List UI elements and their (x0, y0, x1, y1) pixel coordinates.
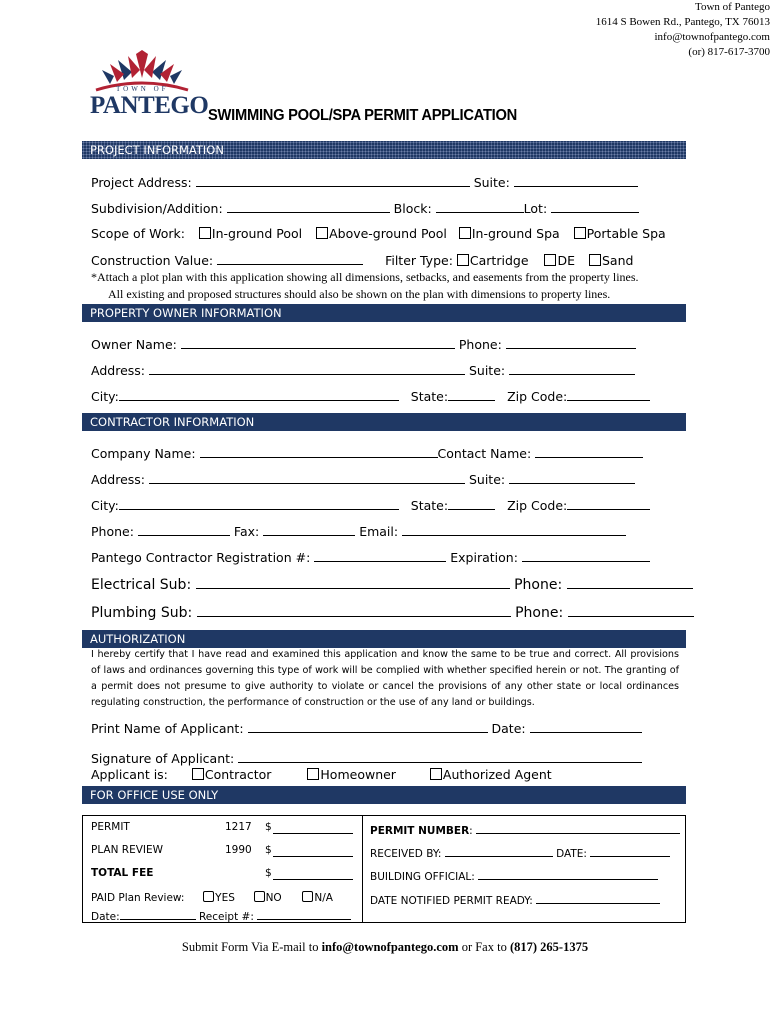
print-name-label: Print Name of Applicant: (91, 721, 244, 736)
owner-city-field[interactable] (119, 388, 399, 401)
contractor-state-label: State: (410, 498, 449, 513)
scope-label: Scope of Work: (91, 226, 185, 241)
checkbox-cartridge[interactable] (457, 254, 469, 266)
checkbox-above-ground-pool[interactable] (316, 227, 328, 239)
building-official-label: BUILDING OFFICIAL: (370, 871, 475, 883)
building-official-field[interactable] (478, 867, 658, 880)
certification-text: I hereby certify that I have read and examined this application and know the same to be true and correct. All provisions of laws and ordinances governing this type of work will be complied with whether specified herein or not. The granting of a permit does not presume to give authority to violate or cancel the provisions of any other state or local ordinances regulating construction, the performance of construction or the use of any land or buildings. (91, 649, 679, 708)
owner-name-row (91, 336, 636, 352)
office-date-label: Date: (91, 911, 120, 923)
section-contractor: CONTRACTOR INFORMATION (82, 413, 686, 431)
contractor-city-field[interactable] (119, 497, 399, 510)
owner-address-field[interactable] (149, 362, 465, 375)
section-office-use: FOR OFFICE USE ONLY (82, 786, 686, 804)
dollar-sign: $ (265, 867, 272, 879)
plan-review-fee-field[interactable] (273, 844, 353, 857)
address-line: (or) 817-617-3700 (688, 46, 770, 58)
receipt-label: Receipt #: (198, 911, 254, 923)
option-label: Authorized Agent (442, 767, 552, 782)
section-project-information: PROJECT INFORMATION (82, 141, 686, 159)
owner-state-field[interactable] (448, 388, 495, 401)
checkbox-in-ground-pool[interactable] (199, 227, 211, 239)
plumbing-phone-label: Phone: (515, 605, 564, 621)
electrical-sub-row (91, 576, 693, 593)
address-line: 1614 S Bowen Rd., Pantego, TX 76013 (595, 16, 770, 28)
section-property-owner: PROPERTY OWNER INFORMATION (82, 304, 686, 322)
contractor-address-row (91, 471, 635, 487)
plot-plan-note-line-2: All existing and proposed structures should also be shown on the plan with dimensions to property lines. (108, 287, 611, 301)
checkbox-portable-spa[interactable] (574, 227, 586, 239)
checkbox-de[interactable] (544, 254, 556, 266)
plumbing-sub-field[interactable] (197, 604, 511, 617)
project-address-row (91, 174, 638, 190)
footer-prefix: Submit Form Via E-mail to (181, 940, 322, 954)
lot-label: Lot: (523, 201, 548, 216)
option-label: Cartridge (469, 253, 529, 268)
table-divider (362, 816, 363, 922)
building-official-row (370, 867, 658, 883)
contractor-address-field[interactable] (149, 471, 465, 484)
owner-address-row (91, 362, 635, 378)
option-label: In-ground Spa (471, 226, 560, 241)
print-name-row (91, 720, 642, 736)
address-line: info@townofpantego.com (654, 31, 770, 43)
plumbing-phone-field[interactable] (568, 604, 694, 617)
owner-state-label: State: (410, 389, 449, 404)
owner-phone-label: Phone: (458, 337, 502, 352)
contractor-email-label: Email: (359, 524, 399, 539)
plan-review-code: 1990 (225, 844, 252, 856)
permit-row (91, 821, 272, 833)
plumbing-sub-row (91, 604, 694, 621)
permit-number-label: PERMIT NUMBER (370, 825, 470, 837)
owner-address-label: Address: (91, 363, 145, 378)
date-label: Date: (491, 721, 526, 736)
contractor-state-field[interactable] (448, 497, 495, 510)
contact-name-label: Contact Name: (437, 446, 532, 461)
plumbing-sub-label: Plumbing Sub: (91, 605, 193, 621)
electrical-sub-label: Electrical Sub: (91, 577, 192, 593)
checkbox-sand[interactable] (589, 254, 601, 266)
contractor-city-row (91, 497, 650, 513)
paid-plan-review-row (91, 891, 333, 904)
subdivision-field[interactable] (227, 200, 390, 213)
electrical-phone-field[interactable] (567, 576, 693, 589)
permit-label: PERMIT (91, 821, 130, 833)
date-notified-label: DATE NOTIFIED PERMIT READY: (370, 895, 533, 907)
received-by-field[interactable] (445, 844, 553, 857)
owner-suite-label: Suite: (468, 363, 506, 378)
company-name-field[interactable] (200, 445, 438, 458)
expiration-field[interactable] (522, 549, 650, 562)
footer-middle: or Fax to (458, 940, 510, 954)
owner-city-label: City: (91, 389, 119, 404)
footer-email[interactable]: info@townofpantego.com (321, 940, 459, 954)
na-label: N/A (314, 892, 333, 904)
owner-zip-label: Zip Code: (507, 389, 568, 404)
plot-plan-note-line-1: *Attach a plot plan with this application showing all dimensions, setbacks, and easements from the property lines. (91, 270, 639, 284)
option-label: DE (557, 253, 576, 268)
contact-name-field[interactable] (535, 445, 643, 458)
owner-suite-field[interactable] (509, 362, 635, 375)
yes-label: YES (215, 892, 235, 904)
date-notified-field[interactable] (536, 891, 660, 904)
option-label: Homeowner (320, 767, 396, 782)
owner-name-field[interactable] (181, 336, 455, 349)
no-label: NO (265, 892, 282, 904)
contractor-phone-row (91, 523, 626, 539)
submit-instructions (0, 940, 770, 955)
date-receipt-row (91, 907, 351, 923)
registration-field[interactable] (314, 549, 446, 562)
subdivision-row (91, 200, 639, 216)
checkbox-no[interactable] (254, 891, 265, 902)
option-label: Contractor (204, 767, 272, 782)
option-label: Portable Spa (586, 226, 666, 241)
signature-field[interactable] (238, 750, 642, 763)
checkbox-yes[interactable] (203, 891, 214, 902)
owner-city-row (91, 388, 650, 404)
scope-row (91, 226, 666, 241)
section-authorization: AUTHORIZATION (82, 630, 686, 648)
received-by-label: RECEIVED BY: (370, 848, 442, 860)
receipt-field[interactable] (257, 907, 351, 920)
contractor-suite-label: Suite: (468, 472, 506, 487)
contractor-phone-field[interactable] (138, 523, 230, 536)
block-label: Block: (393, 201, 432, 216)
electrical-phone-label: Phone: (514, 577, 563, 593)
total-fee-field[interactable] (273, 867, 353, 880)
project-suite-field[interactable] (514, 174, 638, 187)
permit-number-row: PERMIT NUMBER: (370, 821, 680, 837)
subdivision-label: Subdivision/Addition: (91, 201, 223, 216)
option-label: Sand (601, 253, 634, 268)
contractor-phone-label: Phone: (91, 524, 134, 539)
applicant-type-row (91, 767, 552, 782)
office-date-field[interactable] (120, 907, 196, 920)
option-label: In-ground Pool (211, 226, 303, 241)
received-date-label: DATE: (556, 848, 587, 860)
date-notified-row (370, 891, 660, 907)
checkbox-authorized-agent[interactable] (430, 768, 442, 780)
dollar-sign: $ (265, 844, 272, 856)
owner-zip-field[interactable] (567, 388, 650, 401)
checkbox-contractor[interactable] (192, 768, 204, 780)
contractor-address-label: Address: (91, 472, 145, 487)
signature-row (91, 750, 642, 766)
page-title: SWIMMING POOL/SPA PERMIT APPLICATION (208, 107, 518, 124)
expiration-label: Expiration: (450, 550, 518, 565)
date-field[interactable] (530, 720, 642, 733)
signature-label: Signature of Applicant: (91, 751, 235, 766)
project-address-field[interactable] (196, 174, 470, 187)
contractor-fax-label: Fax: (233, 524, 260, 539)
registration-label: Pantego Contractor Registration #: (91, 550, 311, 565)
company-row (91, 445, 643, 461)
logo-small-text: TOWN OF (116, 85, 169, 93)
contractor-suite-field[interactable] (509, 471, 635, 484)
contractor-zip-field[interactable] (567, 497, 650, 510)
checkbox-homeowner[interactable] (307, 768, 319, 780)
paid-plan-review-label: PAID Plan Review: (91, 892, 185, 904)
construction-value-field[interactable] (217, 252, 363, 265)
permit-fee-field[interactable] (273, 821, 353, 834)
contractor-city-label: City: (91, 498, 119, 513)
permit-number-field[interactable] (476, 821, 680, 834)
contractor-email-field[interactable] (402, 523, 626, 536)
suite-label: Suite: (473, 175, 510, 190)
total-fee-row (91, 867, 272, 879)
received-date-field[interactable] (590, 844, 670, 857)
plan-review-row (91, 844, 272, 856)
applicant-is-label: Applicant is: (91, 767, 168, 782)
address-line: Town of Pantego (695, 1, 770, 13)
received-by-row (370, 844, 670, 860)
office-use-table (82, 815, 686, 923)
filter-type-label: Filter Type: (385, 253, 453, 268)
company-name-label: Company Name: (91, 446, 196, 461)
registration-row (91, 549, 650, 565)
print-name-field[interactable] (248, 720, 488, 733)
dollar-sign: $ (265, 821, 272, 833)
lot-field[interactable] (551, 200, 639, 213)
contractor-fax-field[interactable] (263, 523, 355, 536)
project-address-label: Project Address: (91, 175, 192, 190)
contractor-zip-label: Zip Code: (507, 498, 568, 513)
plan-review-label: PLAN REVIEW (91, 844, 164, 856)
logo-text: PANTEGO (90, 92, 209, 119)
checkbox-na[interactable] (302, 891, 313, 902)
electrical-sub-field[interactable] (196, 576, 510, 589)
footer-fax: (817) 265-1375 (509, 940, 589, 954)
block-field[interactable] (436, 200, 524, 213)
construction-value-label: Construction Value: (91, 253, 214, 268)
construction-value-row (91, 252, 633, 268)
total-fee-label: TOTAL FEE (91, 867, 154, 879)
town-logo (88, 50, 209, 122)
option-label: Above-ground Pool (329, 226, 447, 241)
owner-name-label: Owner Name: (91, 337, 177, 352)
checkbox-in-ground-spa[interactable] (459, 227, 471, 239)
permit-code: 1217 (225, 821, 252, 833)
owner-phone-field[interactable] (506, 336, 636, 349)
